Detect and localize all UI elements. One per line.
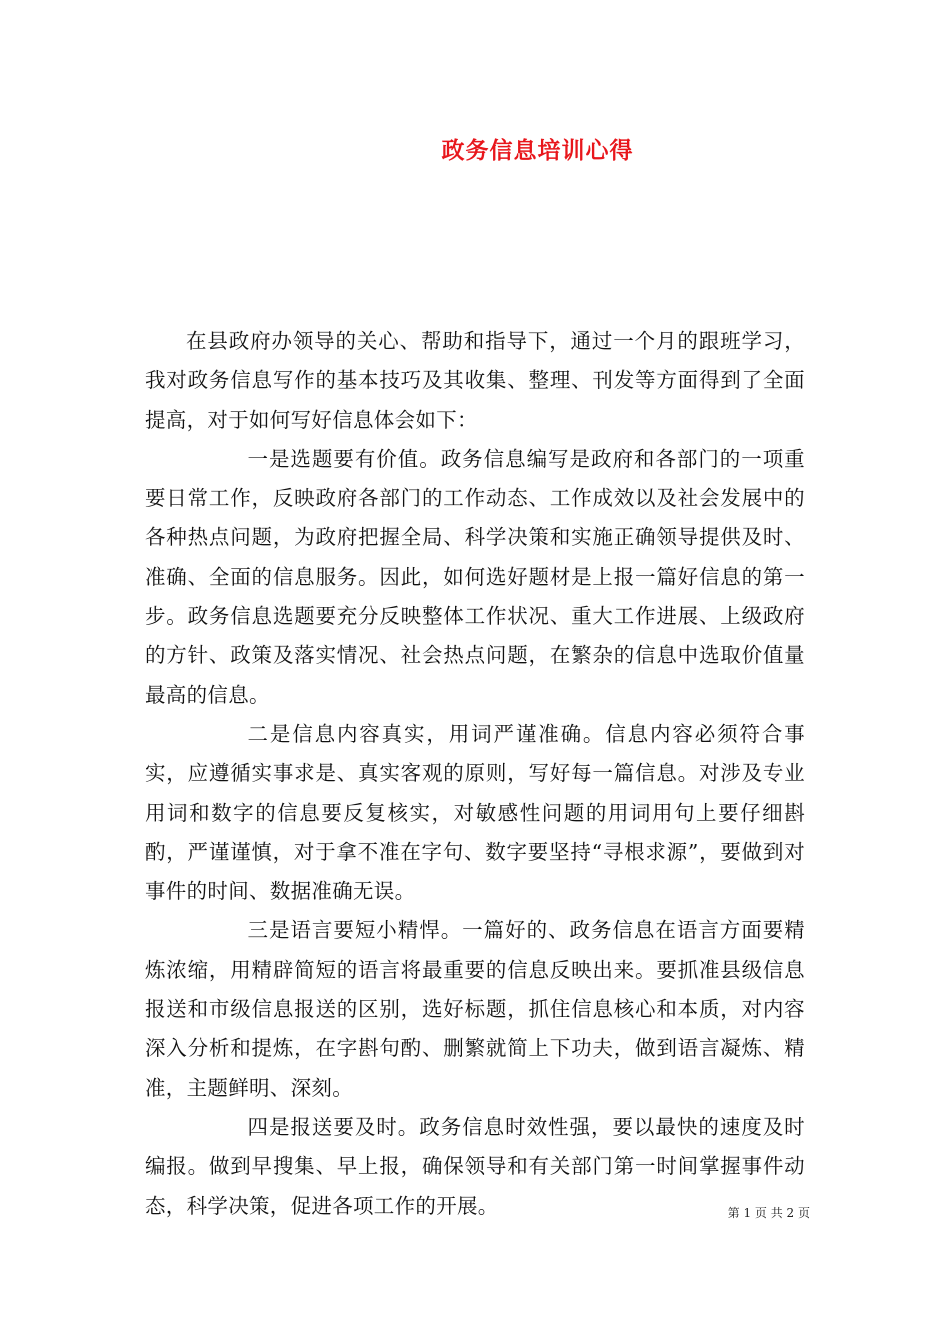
page-number: 第 1 页 共 2 页 <box>727 1206 810 1220</box>
paragraph-point-1: 一是选题要有价值。政务信息编写是政府和各部门的一项重要日常工作，反映政府各部门的工作动态、工作成效以及社会发展中的各种热点问题，为政府把握全局、科学决策和实施正确领导提供及时、准确、全面的信息服务。因此，如何选好题材是上报一篇好信息的第一步。政务信息选题要充分反映整体工作状况、重大工作进展、上级政府的方针、政策及落实情况、社会热点问题，在繁杂的信息中选取价值量最高的信息。 <box>145 446 805 707</box>
document-title: 政务信息培训心得 <box>441 137 634 164</box>
paragraph-point-2: 二是信息内容真实，用词严谨准确。信息内容必须符合事实，应遵循实事求是、真实客观的原则，写好每一篇信息。对涉及专业用词和数字的信息要反复核实，对敏感性问题的用词用句上要仔细斟酌，严谨谨慎，对于拿不准在字句、数字要坚持“寻根求源”，要做到对事件的时间、数据准确无误。 <box>145 721 805 904</box>
paragraph-point-4: 四是报送要及时。政务信息时效性强，要以最快的速度及时编报。做到早搜集、早上报，确保领导和有关部门第一时间掌握事件动态，科学决策，促进各项工作的开展。 <box>145 1114 805 1218</box>
document-body <box>145 322 805 1226</box>
paragraph-intro: 在县政府办领导的关心、帮助和指导下，通过一个月的跟班学习，我对政务信息写作的基本技巧及其收集、整理、刊发等方面得到了全面提高，对于如何写好信息体会如下： <box>145 329 805 432</box>
paragraph-point-3: 三是语言要短小精悍。一篇好的、政务信息在语言方面要精炼浓缩，用精辟简短的语言将最重要的信息反映出来。要抓准县级信息报送和市级信息报送的区别，选好标题，抓住信息核心和本质，对内容深入分析和提炼，在字斟句酌、删繁就简上下功夫，做到语言凝炼、精准，主题鲜明、深刻。 <box>145 918 805 1100</box>
